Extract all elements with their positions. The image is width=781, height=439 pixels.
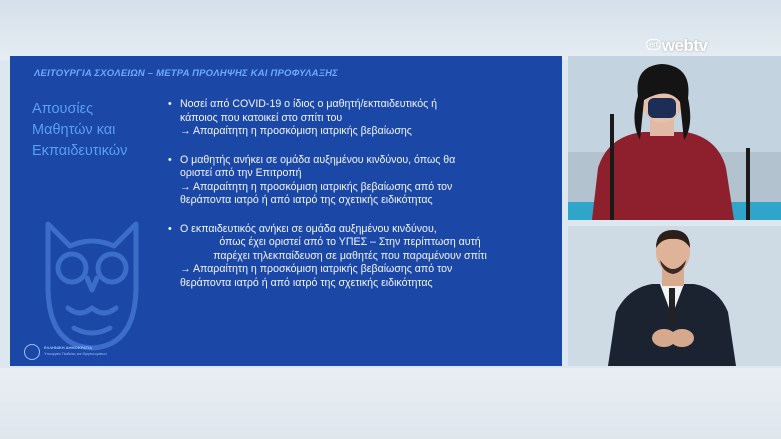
slide-heading bbox=[32, 99, 150, 162]
list-item bbox=[168, 223, 548, 291]
bullet-text: παρέχει τηλεκπαίδευση σε μαθητές που παραμένουν σπίτι bbox=[213, 249, 487, 262]
speaker-image bbox=[568, 56, 781, 220]
bullet-text: όπως έχει οριστεί από το ΥΠΕΣ – Στην περίπτωση αυτή bbox=[219, 236, 481, 248]
heading-line: Απουσίες bbox=[32, 101, 94, 117]
bullet-subtext: θεράποντα ιατρό ή από ιατρό της σχετικής ειδικότητας bbox=[180, 276, 433, 289]
logo-text: webtv bbox=[661, 36, 708, 55]
bullet-text: Ο εκπαιδευτικός ανήκει σε ομάδα αυξημένου κινδύνου, bbox=[180, 222, 437, 235]
bullet-list bbox=[168, 98, 548, 305]
bullet-subtext: θεράποντα ιατρό ή από ιατρό της σχετικής ειδικότητας bbox=[180, 194, 433, 206]
bullet-text: οριστεί από την Επιτροπή bbox=[180, 167, 302, 179]
logo-badge: ert bbox=[646, 39, 661, 50]
interpreter-image bbox=[568, 226, 781, 366]
bullet-subtext: → Απαραίτητη η προσκόμιση ιατρικής βεβαίωσης από τον bbox=[180, 180, 453, 193]
bullet-subtext: → Απαραίτητη η προσκόμιση ιατρικής βεβαίωσης από τον bbox=[180, 263, 453, 275]
bullet-dot: • bbox=[168, 98, 172, 110]
ert-webtv-logo bbox=[646, 36, 707, 56]
greek-emblem-icon bbox=[24, 344, 40, 360]
owl-icon bbox=[40, 216, 145, 356]
list-item bbox=[168, 98, 548, 139]
list-item bbox=[168, 154, 548, 208]
speaker-video-feed bbox=[568, 56, 781, 220]
bullet-subtext: → Απαραίτητη η προσκόμιση ιατρικής βεβαίωσης bbox=[180, 125, 412, 137]
sign-language-interpreter-feed bbox=[568, 226, 781, 366]
bullet-text: Ο μαθητής ανήκει σε ομάδα αυξημένου κινδύνου, όπως θα bbox=[180, 153, 456, 166]
slide-title: ΛΕΙΤΟΥΡΓΙΑ ΣΧΟΛΕΙΩΝ – ΜΕΤΡΑ ΠΡΟΛΗΨΗΣ ΚΑΙ ΠΡΟΦΥΛΑΞΗΣ bbox=[34, 68, 339, 79]
background-bottom bbox=[0, 368, 781, 439]
footer-line2: Υπουργείο Παιδείας και Θρησκευμάτων bbox=[44, 352, 107, 356]
presentation-slide bbox=[10, 56, 562, 366]
heading-line: Μαθητών και bbox=[32, 122, 116, 138]
bullet-text: Νοσεί από COVID-19 ο ίδιος ο μαθητή/εκπαιδευτικός ή bbox=[180, 98, 438, 110]
bullet-dot: • bbox=[168, 222, 172, 235]
heading-line: Εκπαιδευτικών bbox=[32, 143, 128, 159]
ministry-footer bbox=[24, 344, 144, 360]
bullet-dot: • bbox=[168, 153, 172, 166]
bullet-text: κάποιος που κατοικεί στο σπίτι του bbox=[180, 111, 343, 124]
footer-line1: ΕΛΛΗΝΙΚΗ ΔΗΜΟΚΡΑΤΙΑ bbox=[44, 345, 93, 350]
